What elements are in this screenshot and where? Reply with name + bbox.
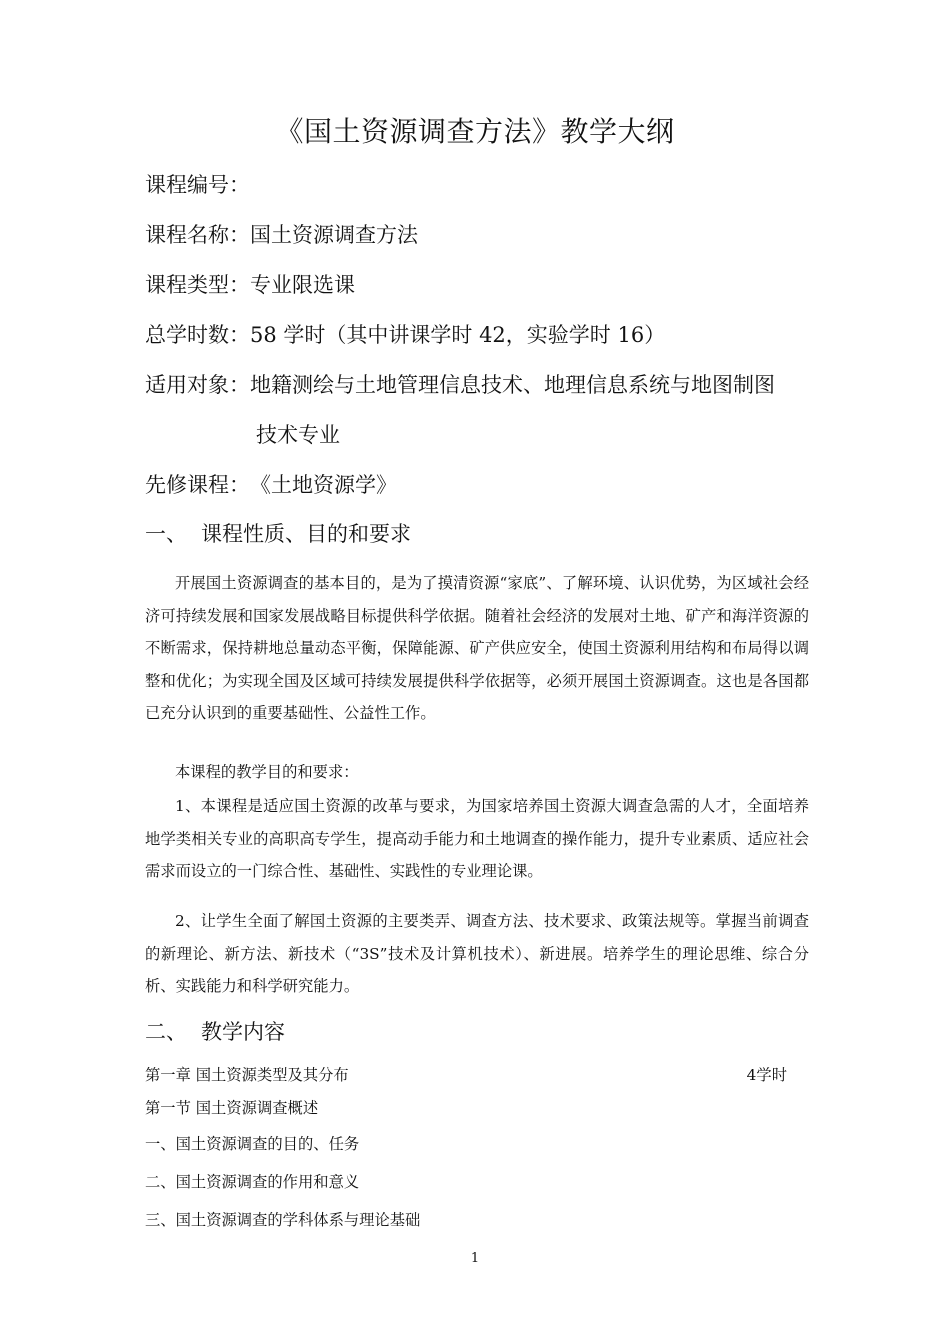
prerequisite-label: 先修课程：	[145, 473, 250, 497]
meta-course-name	[145, 220, 418, 250]
list-item: 三、国土资源调查的学科体系与理论基础	[145, 1211, 421, 1229]
course-code-label: 课程编号：	[145, 173, 250, 197]
section2-heading	[145, 1017, 285, 1047]
course-name-label: 课程名称：	[145, 223, 250, 247]
chapter-title: 第一章 国土资源类型及其分布	[145, 1066, 349, 1084]
section1-title: 课程性质、目的和要求	[201, 522, 411, 546]
meta-prerequisite	[145, 470, 397, 500]
chapter-row	[145, 1063, 787, 1087]
meta-total-hours	[145, 320, 665, 350]
section1-paragraph-3: 1、本课程是适应国土资源的改革与要求，为国家培养国土资源大调查急需的人才，全面培养地学类相关专业的高职高专学生，提高动手能力和土地调查的操作能力，提升专业素质、适应社会需求而设立的一门综合性、基础性、实践性的专业理论课。	[145, 797, 809, 880]
section1-paragraph-1: 开展国土资源调查的基本目的，是为了摸清资源“家底”、了解环境、认识优势，为区域社会经济可持续发展和国家发展战略目标提供科学依据。随着社会经济的发展对土地、矿产和海洋资源的不断需求，保持耕地总量动态平衡，保障能源、矿产供应安全，使国土资源利用结构和布局得以调整和优化；为实现全国及区域可持续发展提供科学依据等，必须开展国土资源调查。这也是各国都已充分认识到的重要基础性、公益性工作。	[145, 574, 809, 722]
section2-title: 教学内容	[201, 1020, 285, 1044]
course-type-label: 课程类型：	[145, 273, 250, 297]
list-item: 二、国土资源调查的作用和意义	[145, 1173, 360, 1191]
course-name-value: 国土资源调查方法	[250, 223, 418, 247]
chapter-hours: 4学时	[746, 1066, 787, 1084]
total-hours-value: 58 学时（其中讲课学时 42，实验学时 16）	[250, 323, 666, 347]
section-title: 第一节 国土资源调查概述	[145, 1099, 319, 1117]
audience-value-line1: 地籍测绘与土地管理信息技术、地理信息系统与地图制图	[250, 373, 775, 397]
section1-number: 一、	[145, 522, 187, 546]
audience-value-line2: 技术专业	[256, 423, 340, 447]
page-number: 1	[470, 1251, 480, 1266]
prerequisite-value: 《土地资源学》	[250, 473, 397, 497]
section1-paragraph-2: 本课程的教学目的和要求：	[175, 763, 359, 781]
meta-course-type	[145, 270, 355, 300]
total-hours-label: 总学时数：	[145, 323, 250, 347]
section1-paragraph-4: 2、让学生全面了解国土资源的主要类弄、调查方法、技术要求、政策法规等。掌握当前调查的新理论、新方法、新技术（“3S”技术及计算机技术）、新进展。培养学生的理论思维、综合分析、实践能力和科学研究能力。	[145, 912, 809, 995]
section1-heading	[145, 519, 411, 549]
document-title: 《国土资源调查方法》教学大纲	[275, 115, 675, 148]
meta-audience	[145, 370, 775, 400]
meta-course-code	[145, 170, 250, 200]
list-item: 一、国土资源调查的目的、任务	[145, 1135, 360, 1153]
section2-number: 二、	[145, 1020, 187, 1044]
course-type-value: 专业限选课	[250, 273, 355, 297]
audience-label: 适用对象：	[145, 373, 250, 397]
